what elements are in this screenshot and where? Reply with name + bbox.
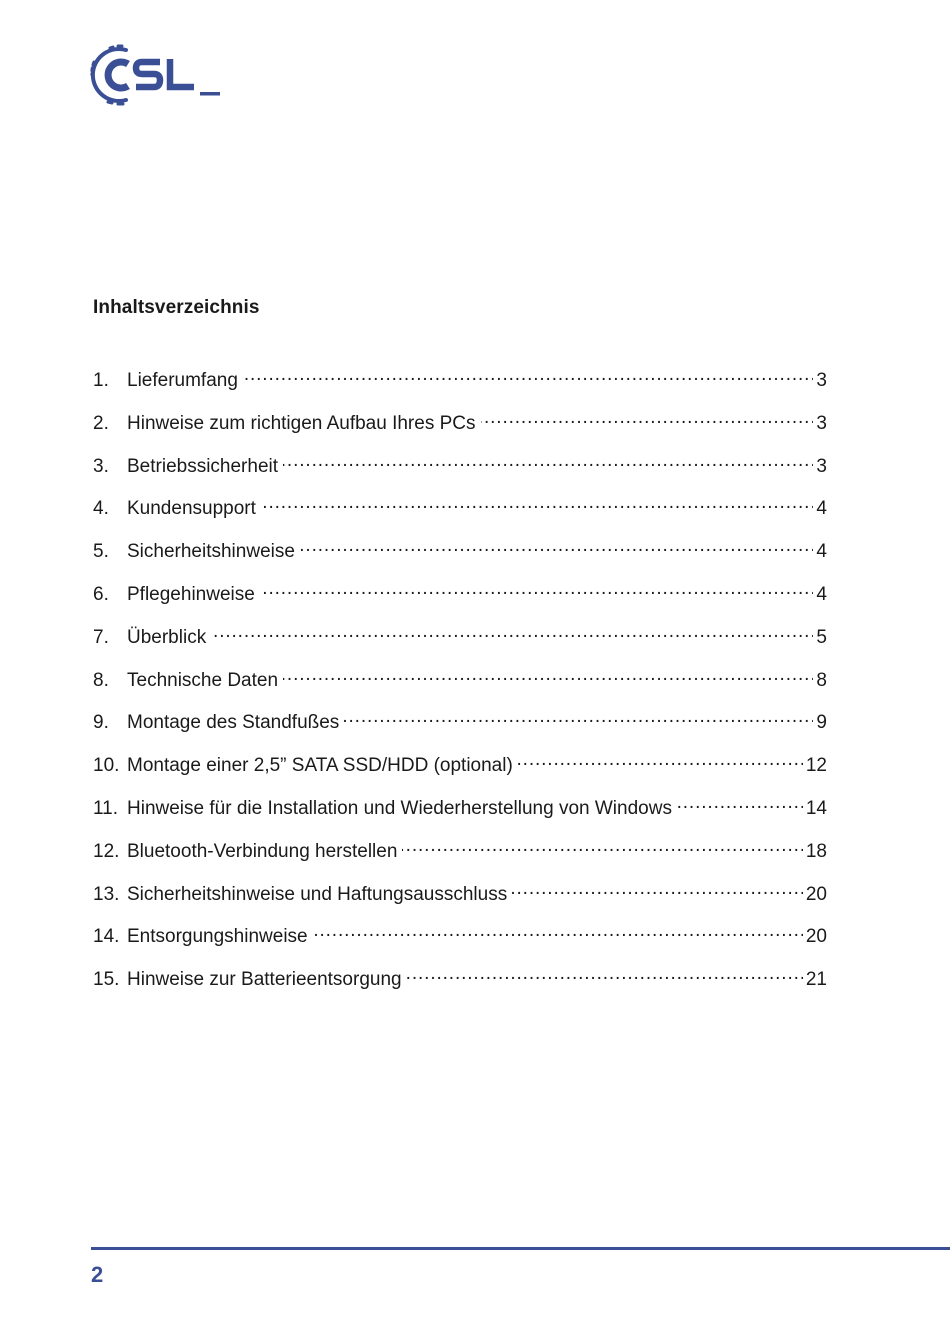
toc-entry-number: 11. <box>93 797 119 819</box>
toc-entry-label: Montage des Standfußes <box>127 712 340 734</box>
toc-entry[interactable] <box>93 752 827 795</box>
toc-title: Inhaltsverzeichnis <box>93 297 260 318</box>
toc-entry-number: 8. <box>93 669 109 691</box>
toc-entry-number: 13. <box>93 883 120 905</box>
footer-divider <box>91 1247 950 1250</box>
toc-entry-page: 18 <box>805 840 827 862</box>
toc-entry-label: Sicherheitshinweise <box>127 541 295 563</box>
toc-entry-page: 9 <box>816 712 827 734</box>
toc-entry-label: Hinweise für die Installation und Wiederherstellung von Windows <box>127 797 672 819</box>
toc-entry[interactable] <box>93 709 827 752</box>
toc-entry-number: 14. <box>93 926 120 948</box>
toc-entry-number: 12. <box>93 840 120 862</box>
table-of-contents <box>93 367 827 1009</box>
toc-entry-page: 3 <box>816 455 827 477</box>
toc-entry-label: Montage einer 2,5” SATA SSD/HDD (optional) <box>127 755 513 777</box>
toc-entry[interactable] <box>93 624 827 667</box>
toc-entry-label: Hinweise zur Batterieentsorgung <box>127 969 402 991</box>
toc-entry-page: 3 <box>816 370 827 391</box>
toc-dot-leader <box>283 667 813 686</box>
toc-dot-leader <box>512 881 803 900</box>
toc-entry-number: 7. <box>93 626 109 648</box>
toc-entry-page: 21 <box>805 969 827 991</box>
toc-entry-page: 20 <box>805 926 827 948</box>
toc-entry-number: 3. <box>93 455 109 477</box>
toc-entry-number: 5. <box>93 541 109 563</box>
toc-entry[interactable] <box>93 581 827 624</box>
toc-entry[interactable] <box>93 966 827 1009</box>
toc-entry[interactable] <box>93 795 827 838</box>
toc-entry-number: 6. <box>93 583 109 605</box>
toc-dot-leader <box>677 795 803 814</box>
toc-entry-number: 2. <box>93 412 109 434</box>
toc-dot-leader <box>300 538 814 557</box>
toc-dot-leader <box>402 838 802 857</box>
toc-dot-leader <box>313 923 803 942</box>
toc-entry-label: Sicherheitshinweise und Haftungsausschluss <box>127 883 508 905</box>
toc-entry[interactable] <box>93 881 827 924</box>
brand-logo <box>88 42 224 108</box>
toc-dot-leader <box>261 495 814 514</box>
toc-dot-leader <box>344 709 813 728</box>
toc-entry-number: 15. <box>93 969 120 991</box>
toc-entry[interactable] <box>93 838 827 881</box>
toc-entry-label: Bluetooth-Verbindung herstellen <box>127 840 398 862</box>
toc-entry-label: Betriebssicherheit <box>127 455 279 477</box>
toc-entry-page: 12 <box>805 755 827 777</box>
toc-entry-page: 4 <box>816 541 827 563</box>
toc-entry[interactable] <box>93 453 827 496</box>
toc-entry[interactable] <box>93 538 827 581</box>
toc-entry-page: 5 <box>816 626 827 648</box>
toc-entry-page: 14 <box>805 797 827 819</box>
toc-entry[interactable] <box>93 367 827 410</box>
toc-entry-number: 4. <box>93 498 109 520</box>
toc-entry-label: Technische Daten <box>127 669 279 691</box>
toc-entry-label: Lieferumfang <box>127 370 238 391</box>
toc-entry-page: 3 <box>816 412 827 434</box>
toc-dot-leader <box>283 453 813 472</box>
toc-entry[interactable] <box>93 923 827 966</box>
toc-entry-label: Pflegehinweise <box>127 583 255 605</box>
page-number: 2 <box>91 1262 104 1287</box>
csl-logo-icon <box>88 42 224 108</box>
toc-dot-leader <box>260 581 814 600</box>
toc-entry-label: Überblick <box>127 626 207 648</box>
toc-dot-leader <box>481 410 814 429</box>
toc-dot-leader <box>243 367 814 386</box>
toc-entry-label: Entsorgungshinweise <box>127 926 308 948</box>
toc-entry-label: Kundensupport <box>127 498 256 520</box>
toc-entry[interactable] <box>93 410 827 453</box>
toc-entry-page: 4 <box>816 583 827 605</box>
toc-entry-label: Hinweise zum richtigen Aufbau Ihres PCs <box>127 412 476 434</box>
toc-dot-leader <box>518 752 803 771</box>
toc-entry-number: 9. <box>93 712 109 734</box>
toc-entry[interactable] <box>93 495 827 538</box>
toc-entry[interactable] <box>93 667 827 710</box>
toc-dot-leader <box>211 624 813 643</box>
toc-entry-number: 10. <box>93 755 120 777</box>
toc-entry-number: 1. <box>93 370 109 391</box>
toc-entry-page: 8 <box>816 669 827 691</box>
toc-entry-page: 4 <box>816 498 827 520</box>
toc-entry-page: 20 <box>805 883 827 905</box>
toc-dot-leader <box>407 966 803 985</box>
